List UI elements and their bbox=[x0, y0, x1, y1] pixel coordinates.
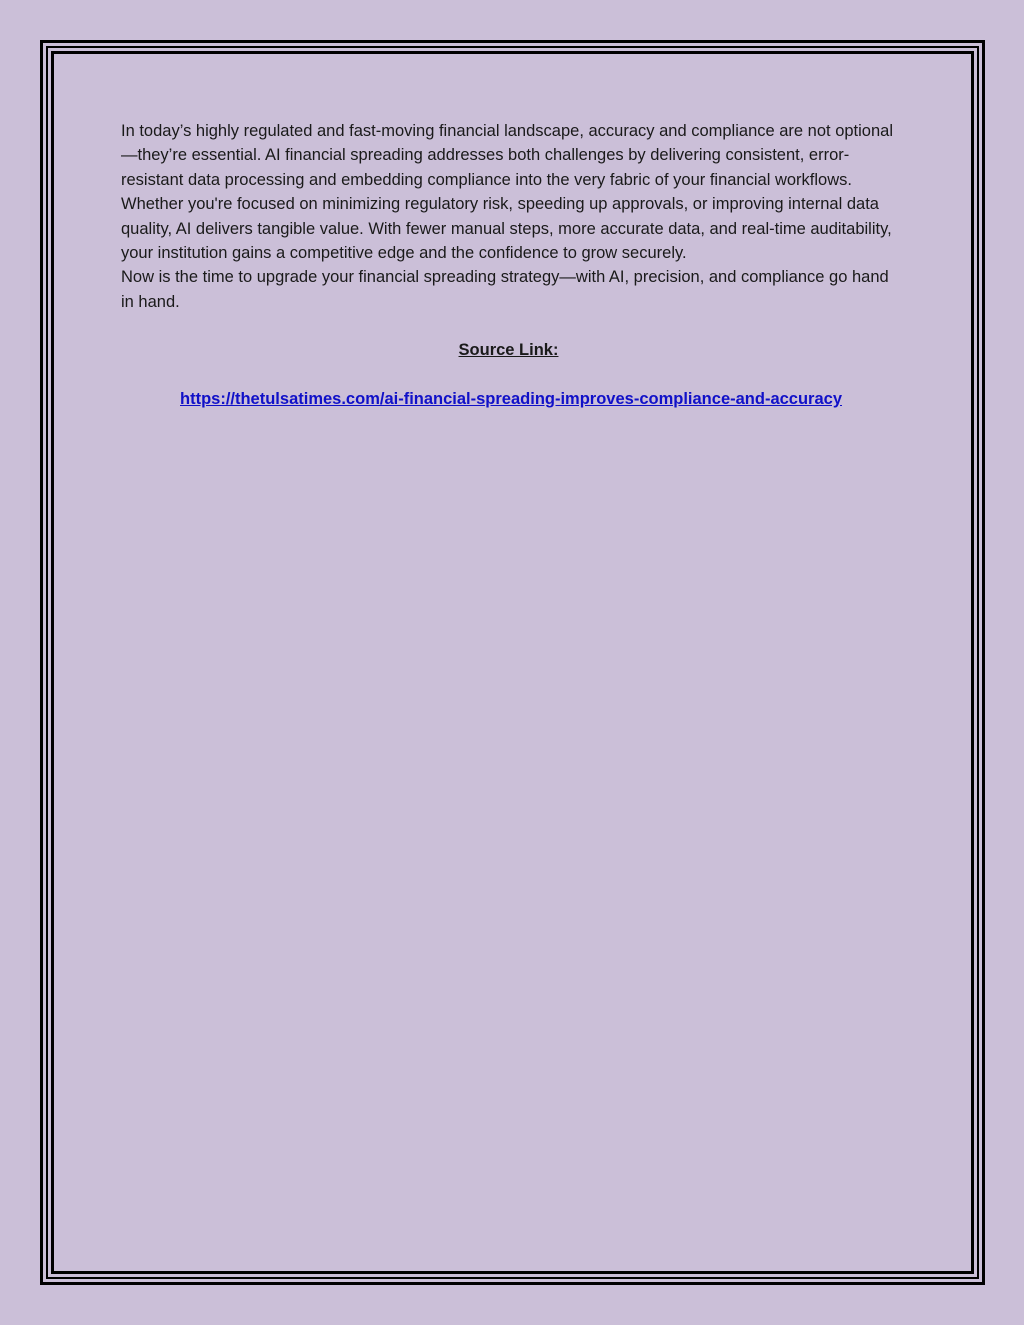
paragraph-value: Whether you're focused on minimizing regulatory risk, speeding up approvals, or improving internal data quality, AI delivers tangible value. With fewer manual steps, more accurate data, and real-time auditability, your institution gains a competitive edge and the confidence to grow securely. bbox=[121, 195, 892, 263]
source-link[interactable]: https://thetulsatimes.com/ai-financial-spreading-improves-compliance-and-accuracy bbox=[180, 389, 842, 408]
paragraph-conclusion: Now is the time to upgrade your financial spreading strategy—with AI, precision, and compliance go hand in hand. bbox=[121, 268, 889, 311]
document-body bbox=[121, 119, 896, 411]
source-link-label: Source Link: bbox=[458, 341, 559, 360]
paragraph-intro: In today’s highly regulated and fast-moving financial landscape, accuracy and compliance are not optional—they’re essential. AI financial spreading addresses both challenges by delivering consistent, error-resistant data processing and embedding compliance into the very fabric of your financial workflows. bbox=[121, 122, 894, 189]
